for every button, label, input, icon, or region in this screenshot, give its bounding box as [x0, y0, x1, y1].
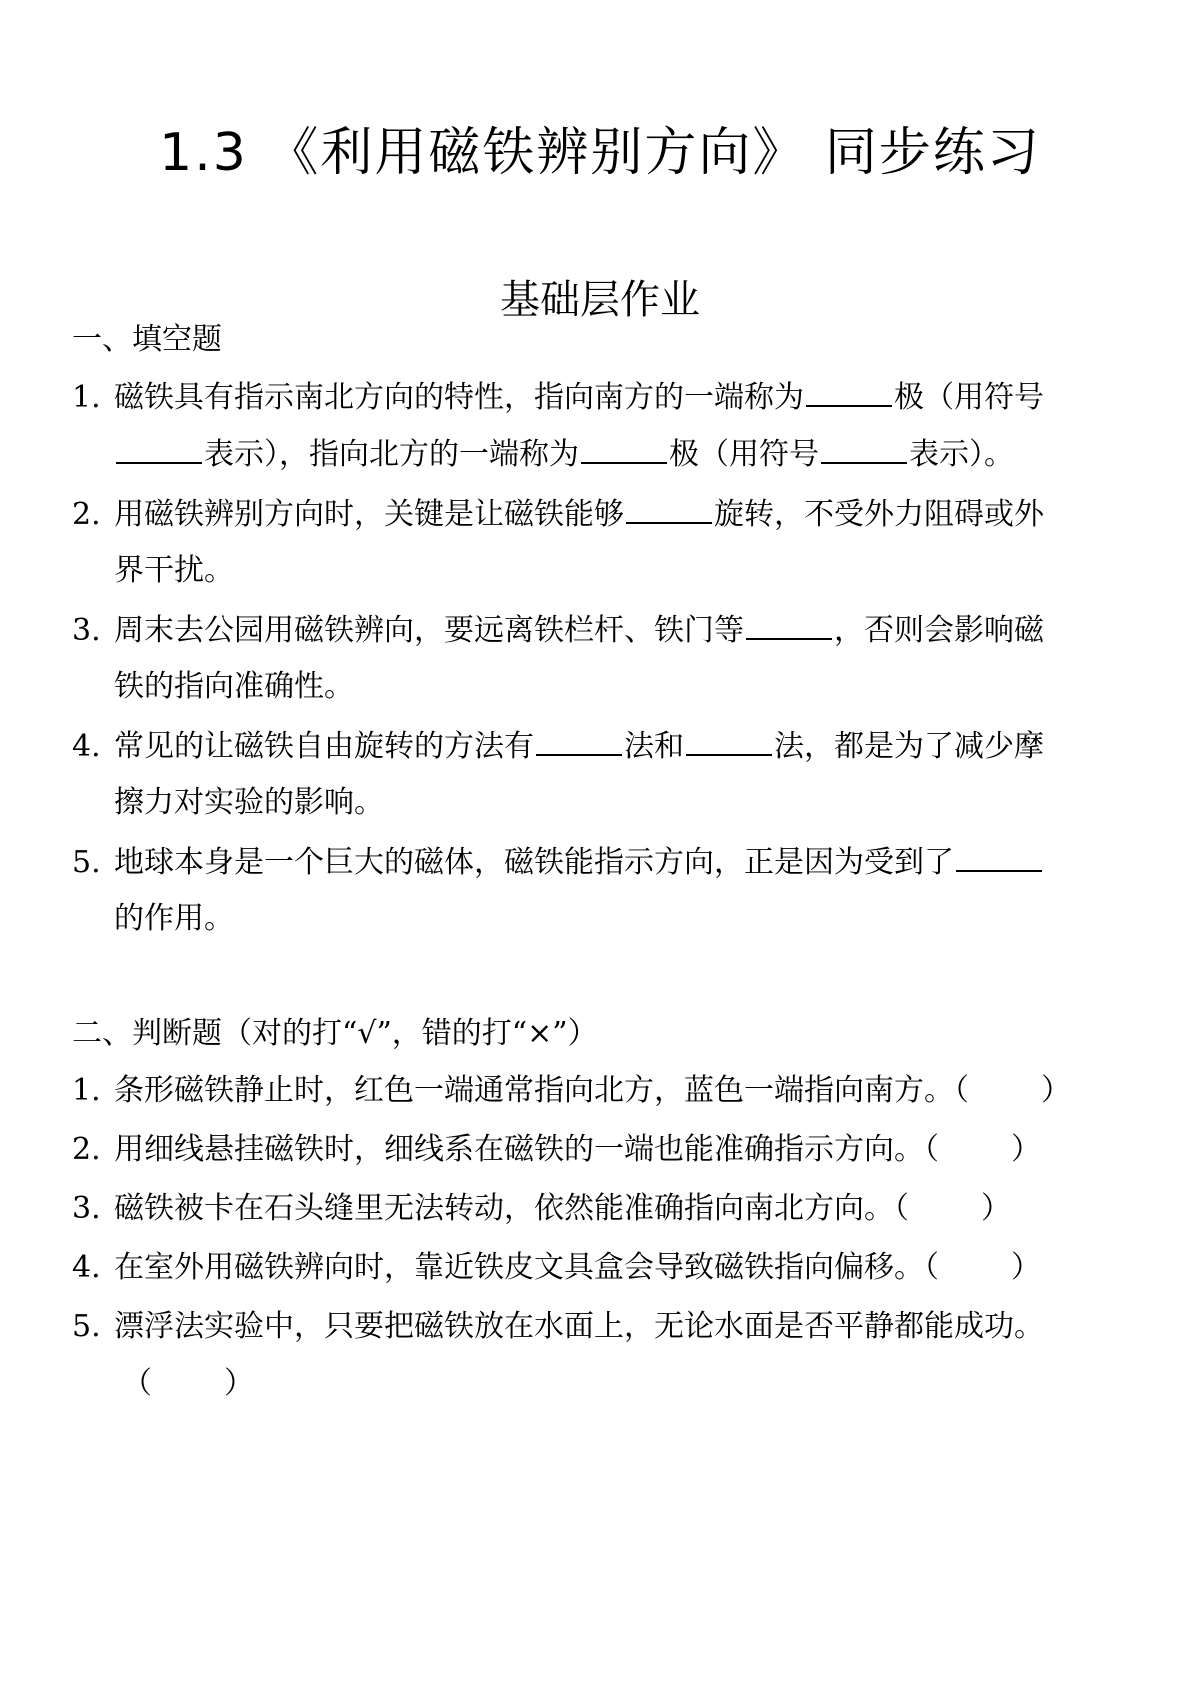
tf-item-3 — [72, 1187, 1011, 1231]
question-text: 地球本身是一个巨大的磁体，磁铁能指示方向，正是因为受到了 — [114, 845, 954, 880]
question-3-line-2: 铁的指向准确性。 — [114, 669, 354, 704]
section-heading-fill-blank: 一、填空题 — [72, 322, 222, 357]
question-3-line-1 — [72, 608, 1044, 653]
question-number: 1. — [72, 1073, 101, 1108]
tf-item-5 — [72, 1305, 1044, 1349]
question-5-line-1 — [72, 840, 1044, 885]
question-text: 极（用符号 — [669, 437, 819, 472]
answer-blank[interactable] — [686, 724, 772, 756]
question-text: 旋转，不受外力阻碍或外 — [714, 497, 1044, 532]
tf-item-2 — [72, 1128, 1041, 1172]
question-text: 极（用符号 — [894, 380, 1044, 415]
question-text: 表示）。 — [909, 437, 1014, 472]
section-heading-true-false: 二、判断题（对的打“√”，错的打“×”） — [72, 1016, 598, 1051]
question-number: 1. — [72, 380, 101, 415]
question-number: 5. — [72, 1309, 101, 1344]
question-number: 2. — [72, 497, 101, 532]
question-text: 用磁铁辨别方向时，关键是让磁铁能够 — [114, 497, 624, 532]
question-text: 磁铁被卡在石头缝里无法转动，依然能准确指向南北方向。（ — [114, 1191, 909, 1226]
question-5-line-2: 的作用。 — [114, 901, 234, 936]
open-paren: （ — [122, 1366, 152, 1401]
question-4-line-2: 擦力对实验的影响。 — [114, 785, 384, 820]
question-2-line-1 — [72, 492, 1044, 537]
question-1-line-1 — [72, 375, 1044, 420]
tf-item-5-answer — [122, 1362, 254, 1406]
question-text: 法，都是为了减少摩 — [774, 729, 1044, 764]
close-paren: ） — [1011, 1132, 1041, 1167]
question-text: 条形磁铁静止时，红色一端通常指向北方，蓝色一端指向南方。（ — [114, 1073, 969, 1108]
question-text: 漂浮法实验中，只要把磁铁放在水面上，无论水面是否平静都能成功。 — [114, 1309, 1044, 1344]
answer-blank[interactable] — [536, 724, 622, 756]
tf-item-4 — [72, 1246, 1041, 1290]
question-text: 磁铁具有指示南北方向的特性，指向南方的一端称为 — [114, 380, 804, 415]
question-text: 周末去公园用磁铁辨向，要远离铁栏杆、铁门等 — [114, 613, 744, 648]
question-number: 4. — [72, 1250, 101, 1285]
tf-item-1 — [72, 1069, 1071, 1113]
answer-blank[interactable] — [746, 608, 832, 640]
answer-blank[interactable] — [626, 492, 712, 524]
answer-blank[interactable] — [956, 840, 1042, 872]
answer-blank[interactable] — [821, 432, 907, 464]
question-text: 在室外用磁铁辨向时，靠近铁皮文具盒会导致磁铁指向偏移。（ — [114, 1250, 939, 1285]
question-number: 3. — [72, 613, 101, 648]
question-number: 3. — [72, 1191, 101, 1226]
question-2-line-2: 界干扰。 — [114, 553, 234, 588]
page-subtitle: 基础层作业 — [500, 277, 700, 323]
question-text: 常见的让磁铁自由旋转的方法有 — [114, 729, 534, 764]
question-text: 法和 — [624, 729, 684, 764]
question-text: ，否则会影响磁 — [834, 613, 1044, 648]
question-1-line-2 — [114, 432, 1014, 477]
question-text: 表示），指向北方的一端称为 — [204, 437, 579, 472]
question-text: 用细线悬挂磁铁时，细线系在磁铁的一端也能准确指示方向。（ — [114, 1132, 939, 1167]
answer-blank[interactable] — [116, 432, 202, 464]
close-paren: ） — [1041, 1073, 1071, 1108]
answer-blank[interactable] — [806, 375, 892, 407]
close-paren: ） — [224, 1366, 254, 1401]
page-title: 1.3 《利用磁铁辨别方向》 同步练习 — [159, 123, 1041, 183]
question-number: 4. — [72, 729, 101, 764]
question-4-line-1 — [72, 724, 1044, 769]
question-number: 2. — [72, 1132, 101, 1167]
close-paren: ） — [1011, 1250, 1041, 1285]
close-paren: ） — [981, 1191, 1011, 1226]
answer-blank[interactable] — [581, 432, 667, 464]
question-number: 5. — [72, 845, 101, 880]
